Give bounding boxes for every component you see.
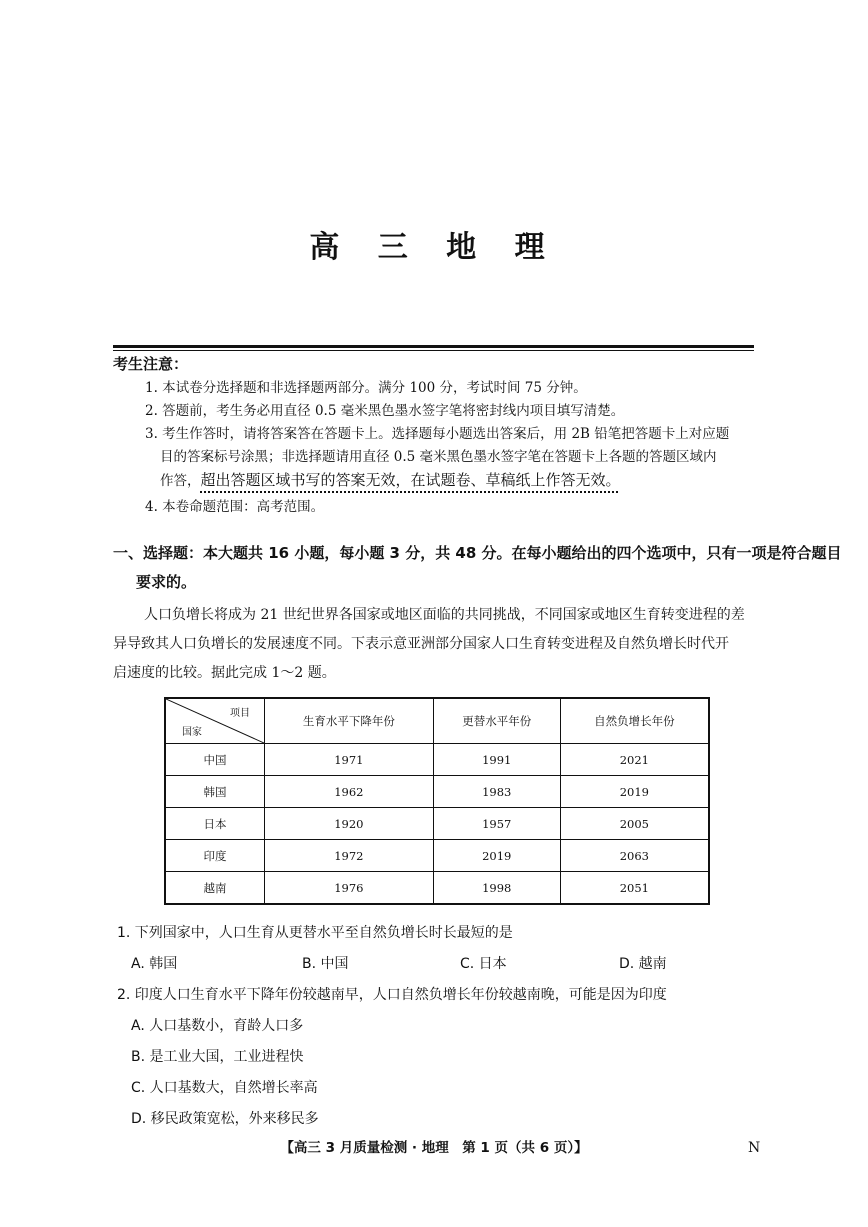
question-2-option-b: B. 是工业大国，工业进程快 xyxy=(131,1049,304,1065)
question-2-stem: 2. 印度人口生育水平下降年份较越南早，人口自然负增长年份较越南晚，可能是因为印度 xyxy=(117,987,667,1003)
fertility-table xyxy=(164,697,710,905)
country-cell: 日本 xyxy=(165,808,265,840)
question-1-option-b: B. 中国 xyxy=(302,956,349,972)
notice-emphasis: 超出答题区域书写的答案无效，在试题卷、草稿纸上作答无效。 xyxy=(200,471,621,489)
country-cell: 韩国 xyxy=(165,776,265,808)
column-header: 自然负增长年份 xyxy=(560,698,709,744)
table-corner-cell xyxy=(165,698,265,744)
notice-item-1: 1. 本试卷分选择题和非选择题两部分。满分 100 分，考试时间 75 分钟。 xyxy=(145,380,587,396)
notice-item-3-prefix: 作答， xyxy=(160,473,201,489)
table-cell: 1972 xyxy=(265,840,434,872)
column-header: 更替水平年份 xyxy=(433,698,560,744)
country-cell: 印度 xyxy=(165,840,265,872)
intro-line-1: 人口负增长将成为 21 世纪世界各国家或地区面临的共同挑战，不同国家或地区生育转变进程的差 xyxy=(144,607,745,623)
table-cell: 1998 xyxy=(433,872,560,905)
header-rule-thick xyxy=(113,345,754,348)
intro-line-3: 启速度的比较。据此完成 1～2 题。 xyxy=(113,665,336,681)
question-1-option-c: C. 日本 xyxy=(460,956,507,972)
intro-line-2: 异导致其人口负增长的发展速度不同。下表示意亚洲部分国家人口生育转变进程及自然负增长时代开 xyxy=(113,636,729,652)
notice-item-2: 2. 答题前，考生务必用直径 0.5 毫米黑色墨水签字笔将密封线内项目填写清楚。 xyxy=(145,403,625,419)
country-cell: 中国 xyxy=(165,744,265,776)
column-header: 生育水平下降年份 xyxy=(265,698,434,744)
table-cell: 2021 xyxy=(560,744,709,776)
table-cell: 1920 xyxy=(265,808,434,840)
table-row xyxy=(165,744,709,776)
section-heading-cont: 要求的。 xyxy=(136,573,197,591)
page-title: 高 三 地 理 xyxy=(309,230,559,265)
table-cell: 2063 xyxy=(560,840,709,872)
table-cell: 2051 xyxy=(560,872,709,905)
question-2-option-a: A. 人口基数小，育龄人口多 xyxy=(131,1018,304,1034)
table-cell: 1976 xyxy=(265,872,434,905)
table-cell: 1962 xyxy=(265,776,434,808)
table-cell: 2019 xyxy=(433,840,560,872)
page-footer: 【高三 3 月质量检测 · 地理 第 1 页（共 6 页）】 xyxy=(280,1140,588,1156)
table-row xyxy=(165,872,709,905)
table-row xyxy=(165,808,709,840)
table-cell: 2005 xyxy=(560,808,709,840)
corner-country-label: 国家 xyxy=(182,727,202,738)
question-1-stem: 1. 下列国家中，人口生育从更替水平至自然负增长时长最短的是 xyxy=(117,925,513,941)
question-1-option-d: D. 越南 xyxy=(619,956,667,972)
notice-item-3-end xyxy=(160,469,621,492)
table-cell: 1971 xyxy=(265,744,434,776)
table-row xyxy=(165,776,709,808)
notice-item-3: 3. 考生作答时，请将答案答在答题卡上。选择题每小题选出答案后，用 2B 铅笔把答题卡上对应题 xyxy=(145,426,730,442)
notice-heading: 考生注意： xyxy=(113,355,189,373)
table-cell: 1983 xyxy=(433,776,560,808)
footer-mark: N xyxy=(748,1140,761,1156)
table-cell: 2019 xyxy=(560,776,709,808)
table-cell: 1957 xyxy=(433,808,560,840)
question-1-option-a: A. 韩国 xyxy=(131,956,178,972)
corner-item-label: 项目 xyxy=(230,708,250,719)
notice-item-3-cont: 目的答案标号涂黑；非选择题请用直径 0.5 毫米黑色墨水签字笔在答题卡上各题的答题区域内 xyxy=(160,449,717,465)
notice-item-4: 4. 本卷命题范围：高考范围。 xyxy=(145,499,325,515)
header-rule-thin xyxy=(113,350,754,351)
table-header-row xyxy=(165,698,709,744)
question-2-option-d: D. 移民政策宽松，外来移民多 xyxy=(131,1111,319,1127)
country-cell: 越南 xyxy=(165,872,265,905)
section-heading: 一、选择题：本大题共 16 小题，每小题 3 分，共 48 分。在每小题给出的四个选项中，只有一项是符合题目 xyxy=(113,544,842,562)
table-cell: 1991 xyxy=(433,744,560,776)
question-2-option-c: C. 人口基数大，自然增长率高 xyxy=(131,1080,318,1096)
table-row xyxy=(165,840,709,872)
